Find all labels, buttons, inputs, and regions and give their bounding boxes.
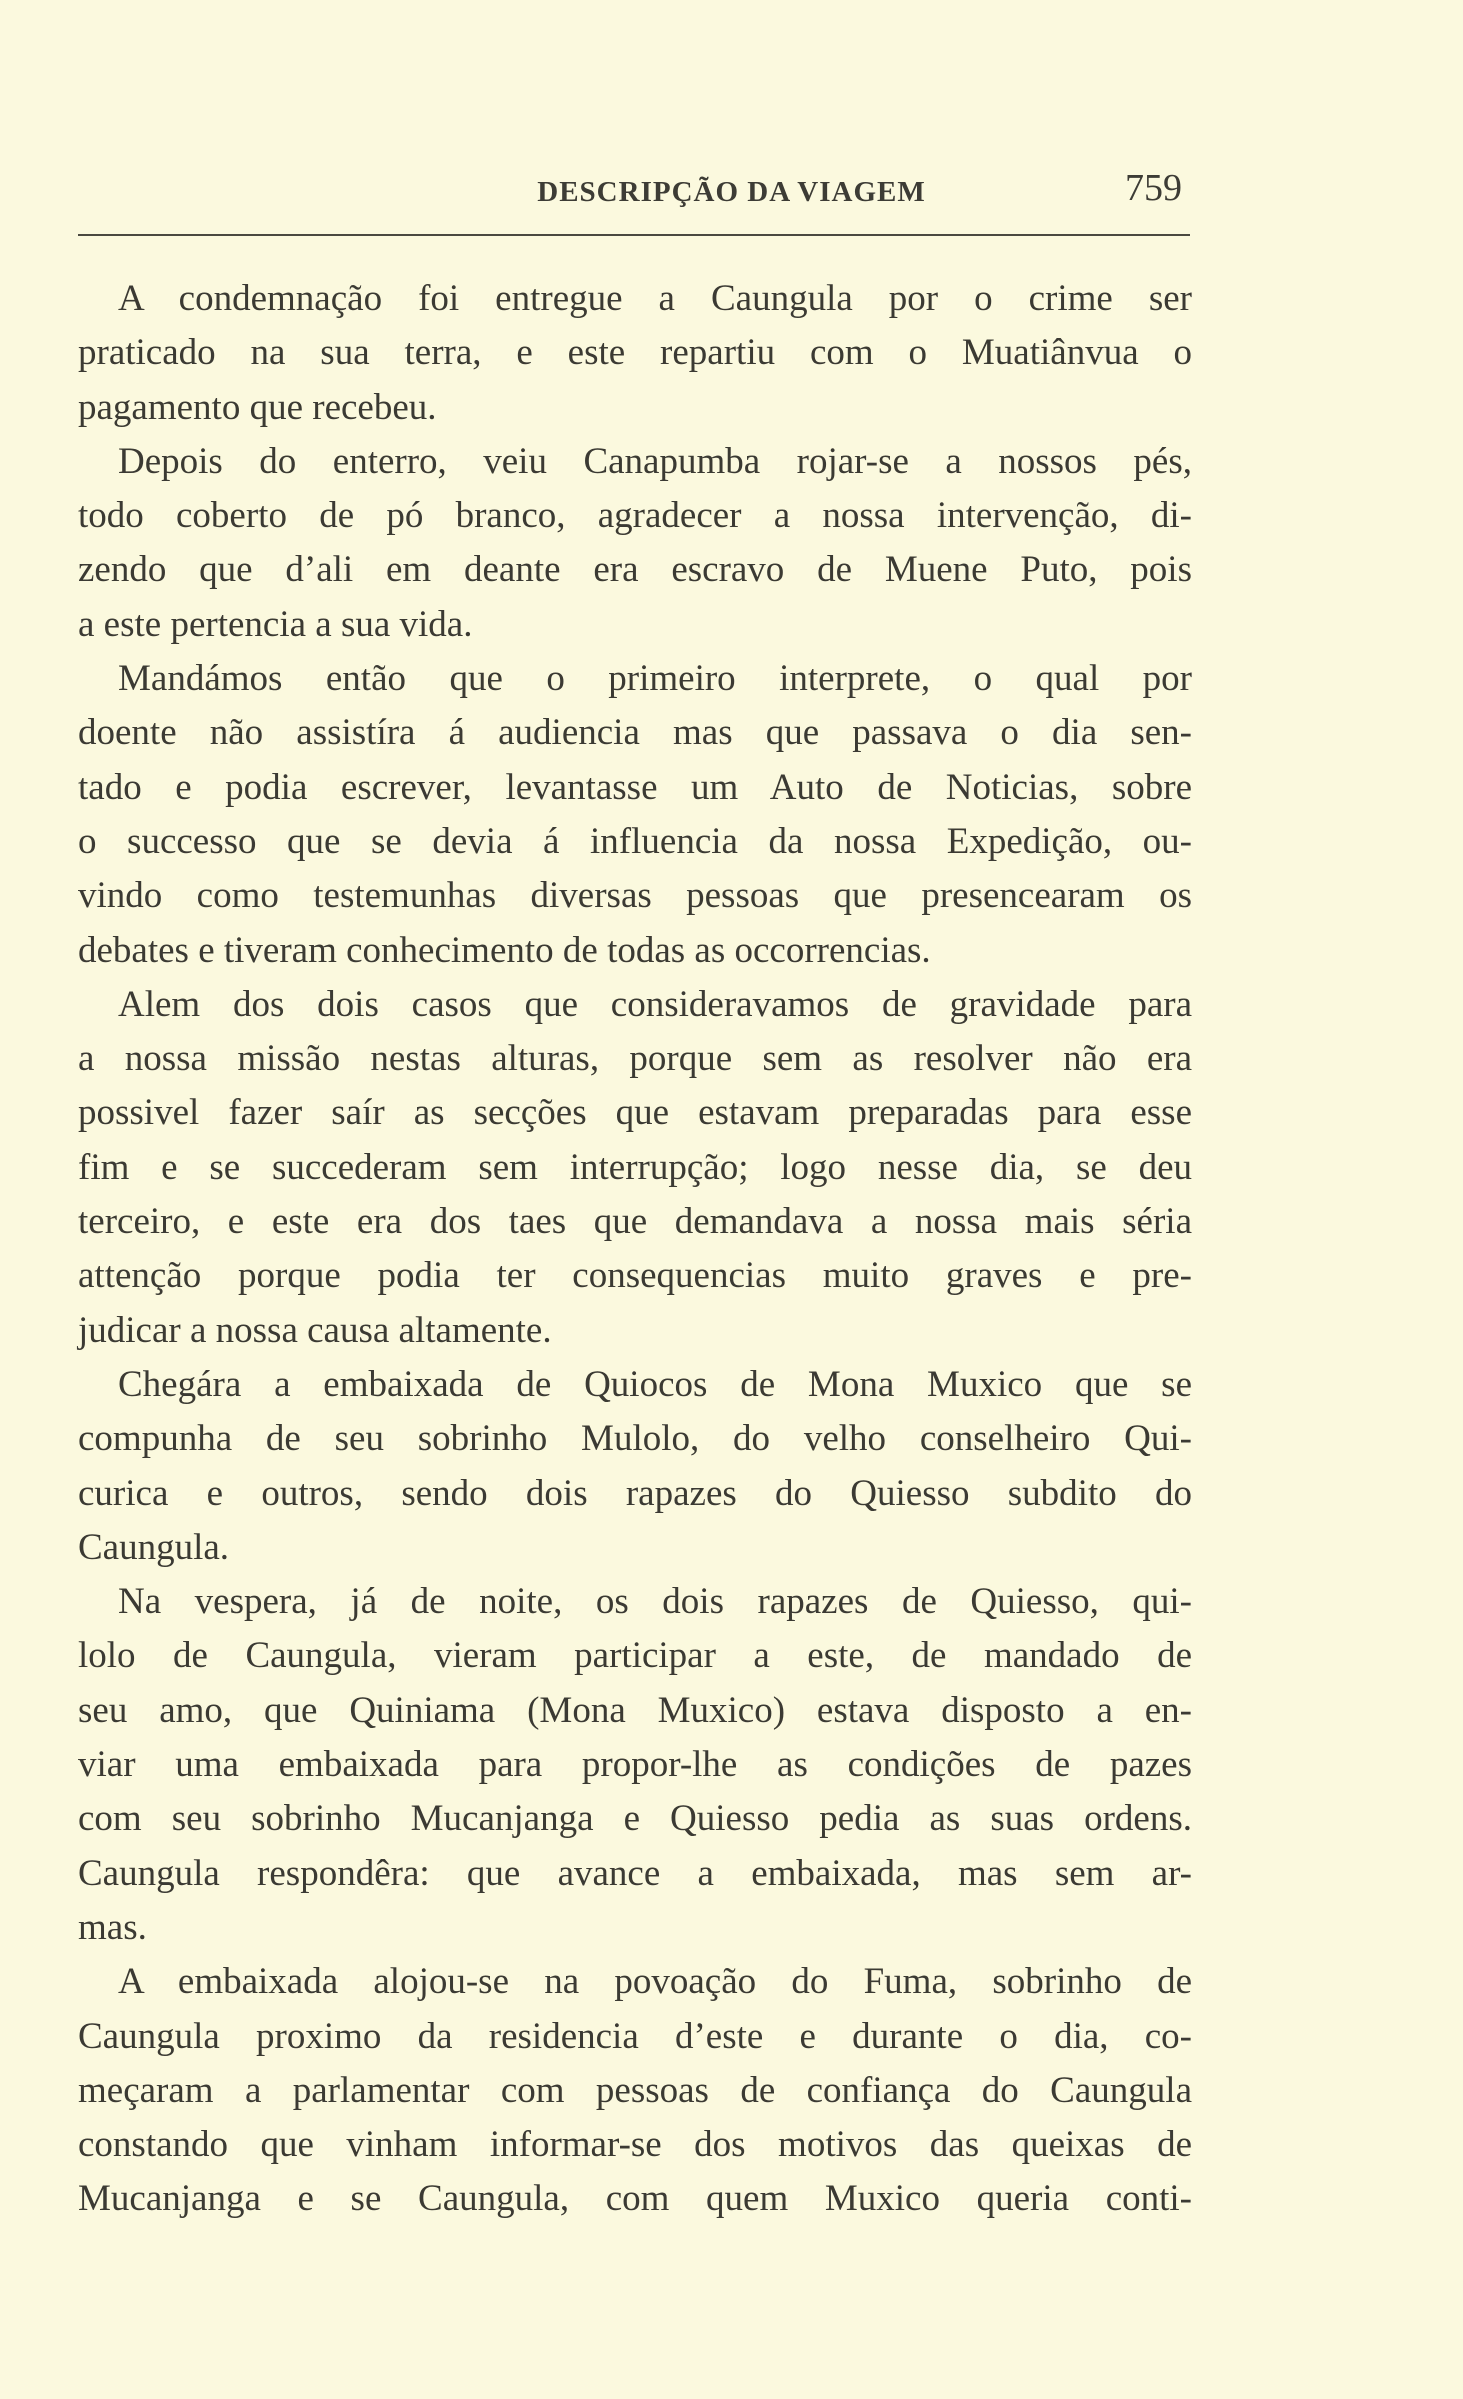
text-line: praticado na sua terra, e este repartiu com o Muatiânvua o (78, 332, 1192, 374)
text-line: pagamento que recebeu. (78, 386, 437, 428)
text-line: doente não assistíra á audiencia mas que passava o dia sen- (78, 712, 1192, 754)
text-line: tado e podia escrever, levantasse um Auto de Noticias, sobre (78, 766, 1192, 808)
running-header: DESCRIPÇÃO DA VIAGEM (537, 176, 926, 208)
text-line: Caungula proximo da residencia d’este e durante o dia, co- (78, 2015, 1192, 2057)
text-line: meçaram a parlamentar com pessoas de confiança do Caungula (78, 2069, 1192, 2111)
text-line: mas. (78, 1906, 147, 1948)
text-line: debates e tiveram conhecimento de todas as occorrencias. (78, 929, 931, 971)
text-line: curica e outros, sendo dois rapazes do Quiesso subdito do (78, 1472, 1192, 1514)
text-line: vindo como testemunhas diversas pessoas que presencearam os (78, 875, 1192, 917)
text-line: lolo de Caungula, vieram participar a este, de mandado de (78, 1635, 1192, 1677)
text-line: Depois do enterro, veiu Canapumba rojar-se a nossos pés, (118, 440, 1192, 482)
page-number: 759 (1125, 167, 1182, 209)
text-line: terceiro, e este era dos taes que demandava a nossa mais séria (78, 1201, 1192, 1243)
text-line: compunha de seu sobrinho Mulolo, do velho conselheiro Qui- (78, 1418, 1192, 1460)
text-line: Mandámos então que o primeiro interprete, o qual por (118, 658, 1192, 700)
text-line: com seu sobrinho Mucanjanga e Quiesso pedia as suas ordens. (78, 1798, 1192, 1840)
text-line: fim e se succederam sem interrupção; logo nesse dia, se deu (78, 1146, 1192, 1188)
body-text (78, 272, 1192, 2227)
header-rule (78, 234, 1190, 236)
text-line: Chegára a embaixada de Quiocos de Mona Muxico que se (118, 1363, 1192, 1405)
text-line: Caungula respondêra: que avance a embaixada, mas sem ar- (78, 1852, 1192, 1894)
text-line: A embaixada alojou-se na povoação do Fuma, sobrinho de (118, 1961, 1192, 2003)
text-line: viar uma embaixada para propor-lhe as condições de pazes (78, 1744, 1192, 1786)
text-line: attenção porque podia ter consequencias muito graves e pre- (78, 1255, 1192, 1297)
text-line: zendo que d’ali em deante era escravo de Muene Puto, pois (78, 549, 1192, 591)
text-line: A condemnação foi entregue a Caungula por o crime ser (118, 278, 1192, 319)
text-line: Mucanjanga e se Caungula, com quem Muxico queria conti- (78, 2178, 1192, 2220)
text-line: a nossa missão nestas alturas, porque sem as resolver não era (78, 1038, 1192, 1080)
text-line: a este pertencia a sua vida. (78, 603, 473, 645)
text-line: possivel fazer saír as secções que estavam preparadas para esse (78, 1092, 1192, 1134)
text-line: constando que vinham informar-se dos motivos das queixas de (78, 2124, 1192, 2166)
text-line: Caungula. (78, 1526, 230, 1568)
text-line: judicar a nossa causa altamente. (78, 1309, 552, 1351)
text-line: Na vespera, já de noite, os dois rapazes de Quiesso, qui- (118, 1581, 1192, 1623)
text-line: todo coberto de pó branco, agradecer a nossa intervenção, di- (78, 495, 1192, 537)
text-line: o successo que se devia á influencia da nossa Expedição, ou- (78, 820, 1192, 862)
text-line: seu amo, que Quiniama (Mona Muxico) estava disposto a en- (78, 1689, 1192, 1731)
text-line: Alem dos dois casos que consideravamos de gravidade para (118, 983, 1192, 1025)
